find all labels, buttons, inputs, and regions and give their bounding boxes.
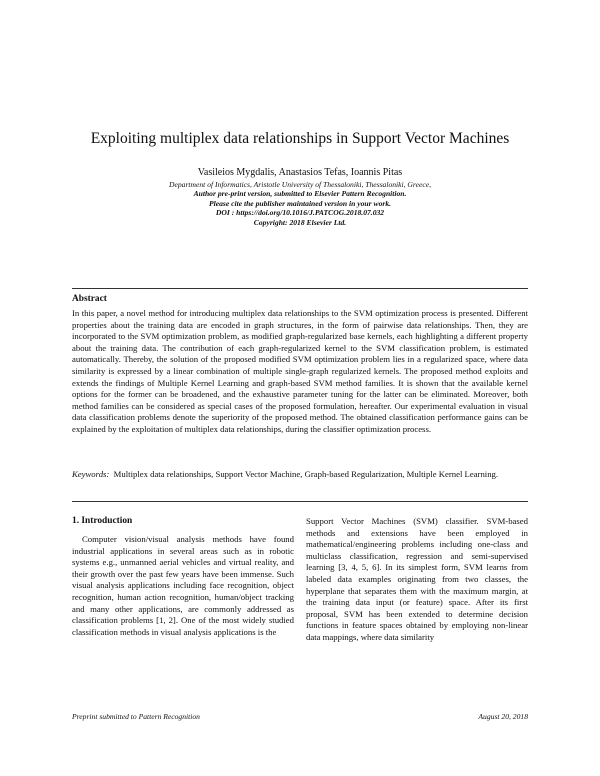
abstract-top-rule [72,288,528,289]
abstract-text: In this paper, a novel method for introducing multiplex data relationships to the SVM optimization process is presented. Different properties about the training data are encoded in graph structures, in the form of pairwise data relationships. Then, they are incorporated to the SVM optimization problem, as modified graph-regularized base kernels, each highlighting a different property about the training data. The contribution of each graph-regularized kernel to the SVM classification problem, is estimated automatically. Thereby, the solution of the proposed modified SVM optimization problem lies in a regularized space, where data similarity is expressed by a linear combination of multiple single-graph regularized kernels. The proposed method exploits and extends the findings of Multiple Kernel Learning and graph-based SVM method families. It is shown that the available kernel options for the former can be broadened, and the exhaustive parameter tuning for the latter can be eliminated. Moreover, both method families can be considered as special cases of the proposed formulation, hereafter. Our experimental evaluation in visual data classification problems denote the superiority of the proposed method. The obtained classification performance gains can be explained by the exploitation of multiplex data relationships, during the classifier optimization process. [72,308,528,434]
paper-title: Exploiting multiplex data relationships in Support Vector Machines [90,130,510,147]
abstract-heading: Abstract [72,294,107,304]
citation-notice: Please cite the publisher maintained version in your work. [208,198,392,208]
preprint-notice: Author pre-print version, submitted to Elsevier Pattern Recognition. [193,189,407,199]
keywords-label: Keywords: [72,469,110,479]
keywords-block [72,469,528,481]
affiliation: Department of Informatics, Aristotle University of Thessaloniki, Thessaloniki, Greece, [169,180,431,189]
author-list: Vasileios Mygdalis, Anastasios Tefas, Ioannis Pitas [197,167,403,178]
keywords-text: Multiplex data relationships, Support Vector Machine, Graph-based Regularization, Multiple Kernel Learning. [113,469,499,479]
footer-journal: Preprint submitted to Pattern Recognition [72,712,200,721]
intro-left-column: Computer vision/visual analysis methods have found industrial applications in several areas such as in robotic systems e.g., unmanned aerial vehicles and virtual reality, and their growth over the past few years have been immense. Such visual analysis applications including face recognition, object recognition, human action recognition, human/object tracking and many other applications, are commonly addressed as classification problems [1, 2]. One of the most widely studied classification methods in visual analysis applications is the [72,534,294,637]
section-heading-introduction: 1. Introduction [72,516,133,526]
footer-date: August 20, 2018 [478,712,528,721]
abstract-bottom-rule [72,501,528,502]
intro-right-column: Support Vector Machines (SVM) classifier. SVM-based methods and extensions have been employed in mathematical/engineering problems including one-class and multiclass classification, regression and semi-supervised learning [3, 4, 5, 6]. In its simplest form, SVM learns from labeled data examples originating from two classes, the hyperplane that separates them with the maximum margin, at the training data input (or feature) space. After its first proposal, SVM has been extended to determine decision functions in feature spaces obtained by employing non-linear data mappings, where data similarity [306,516,528,642]
copyright-notice: Copyright: 2018 Elsevier Ltd. [253,217,347,227]
doi-link[interactable]: DOI : https://doi.org/10.1016/J.PATCOG.2018.07.032 [215,208,385,218]
affiliation-block [40,180,560,227]
